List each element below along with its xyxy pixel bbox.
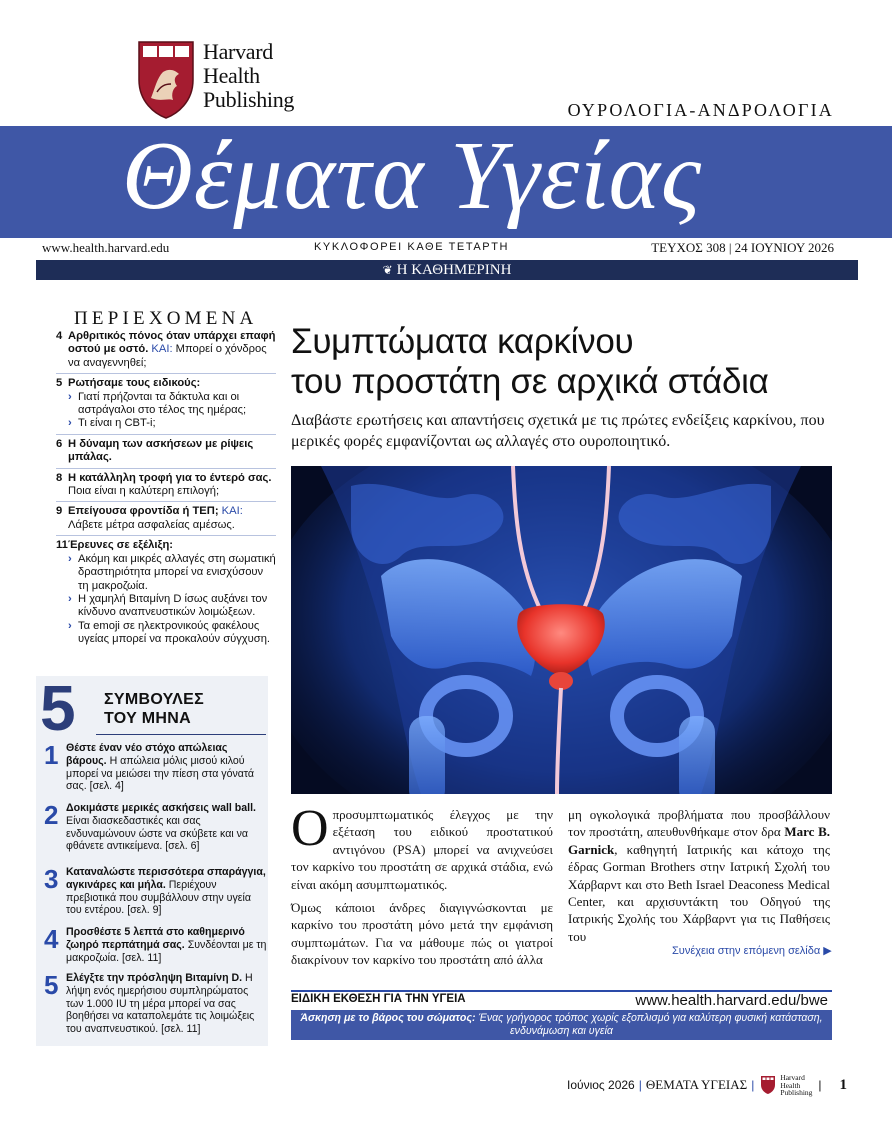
report-box-title: Άσκηση με το βάρος του σώματος: <box>300 1012 476 1024</box>
article-headline <box>291 322 851 402</box>
report-url[interactable]: www.health.harvard.edu/bwe <box>635 992 828 1009</box>
chevron-right-icon: › <box>68 619 72 632</box>
page-footer <box>567 1074 847 1097</box>
section-label: ΟΥΡΟΛΟΓΙΑ-ΑΝΔΡΟΛΟΓΙΑ <box>567 100 834 120</box>
tip-item <box>44 926 268 964</box>
toc-page: 11 <box>56 539 68 552</box>
contents-heading: ΠΕΡΙΕΧΟΜΕΝΑ <box>74 308 258 329</box>
tip-number: 2 <box>44 800 59 830</box>
toc-accent: ΚΑΙ: <box>151 343 173 356</box>
tip-title: Ελέγξτε την πρόσληψη Βιταμίνη D. <box>66 972 243 984</box>
headline-line-1: Συμπτώματα καρκίνου <box>291 322 634 361</box>
tip-text: Η απώλεια μόλις μισού κιλού μπορεί να μειώσει την πίεση στα γόνατά σας. [σελ. 4] <box>66 754 255 793</box>
footer-separator: | <box>638 1078 642 1093</box>
toc-item[interactable] <box>56 330 276 374</box>
article-column-2 <box>568 806 830 951</box>
table-of-contents <box>56 330 276 653</box>
toc-text: Λάβετε μέτρα ασφαλείας αμέσως. <box>68 518 235 531</box>
toc-item[interactable] <box>56 539 276 649</box>
tip-title: Καταναλώστε περισσότερα σπαράγγια, αγκινάρες και μήλα. <box>66 866 266 891</box>
toc-page: 5 <box>56 377 63 390</box>
issue-info: ΤΕΥΧΟΣ 308 | 24 ΙΟΥΝΙΟΥ 2026 <box>651 240 834 255</box>
toc-text: Μπορεί ο χόνδρος να αναγεννηθεί; <box>68 343 267 369</box>
harvard-shield-icon <box>137 40 195 120</box>
toc-title: Η δύναμη των ασκήσεων με ρίψεις μπάλας. <box>68 437 254 464</box>
toc-page: 4 <box>56 330 63 342</box>
footer-brand <box>780 1074 812 1097</box>
footer-separator: | <box>818 1078 822 1093</box>
continue-link[interactable]: Συνέχεια στην επόμενη σελίδα ▶ <box>672 945 832 957</box>
tip-title: Δοκιμάστε μερικές ασκήσεις wall ball. <box>66 802 256 814</box>
publisher-bar <box>36 260 858 280</box>
article-text: μη ογκολογικά προβλήματα που προσβάλλουν τον προστάτη, απευθυνθήκαμε στον δρα <box>568 807 830 840</box>
brand-line-3: Publishing <box>203 87 295 112</box>
toc-item[interactable] <box>56 377 276 435</box>
harvard-health-logo <box>137 40 294 120</box>
tip-item <box>44 802 268 853</box>
tip-title: Θέστε έναν νέο στόχο απώλειας βάρους. <box>66 742 228 767</box>
article-deck: Διαβάστε ερωτήσεις και απαντήσεις σχετικά με τις πρώτες ενδείξεις καρκίνου, που μερικές φορές εμφανίζονται ως αλλαγές στο ουροποιητικό. <box>291 412 825 450</box>
footer-brand-line-3: Publishing <box>780 1088 813 1097</box>
expert-name: Marc B. Garnick <box>568 824 831 857</box>
tip-item <box>44 866 268 917</box>
page-number: 1 <box>839 1076 848 1093</box>
toc-title: Έρευνες σε εξέλιξη: <box>68 539 174 552</box>
toc-item[interactable] <box>56 472 276 503</box>
article-paragraph: Όμως κάποιοι άνδρες διαγιγνώσκονται με καρκίνο του προστάτη μόνο μετά την εμφάνιση συμπτωμάτων. Για να μάθουμε πώς οι γιατροί διακρίνουν τον καρκίνο του προστάτη από άλλα <box>291 900 553 968</box>
toc-item[interactable] <box>56 438 276 469</box>
masthead-banner <box>0 126 892 238</box>
tip-number: 4 <box>44 924 59 954</box>
chevron-right-icon: › <box>68 552 72 565</box>
prostate-illustration <box>291 466 832 794</box>
monthly-tips-box <box>36 672 268 1046</box>
article-column-1 <box>291 800 553 975</box>
toc-page: 8 <box>56 471 63 484</box>
toc-page: 6 <box>56 437 63 450</box>
toc-subitem: Γιατί πρήζονται τα δάκτυλα και οι αστράγαλοι στο τέλος της ημέρας; <box>78 390 247 417</box>
footer-date: Ιούνιος 2026 <box>567 1078 635 1093</box>
footer-brand-line-1: Harvard <box>780 1073 805 1082</box>
toc-title: Ρωτήσαμε τους ειδικούς: <box>68 377 201 390</box>
toc-item[interactable] <box>56 505 276 536</box>
toc-title: Αρθριτικός πόνος όταν υπάρχει επαφή οστού με οστό. <box>68 330 276 356</box>
toc-subitem: Ακόμη και μικρές αλλαγές στη σωματική δραστηριότητα μπορεί να ενισχύσουν τη μακροζωία. <box>78 552 276 592</box>
toc-subitem: Τα emoji σε ηλεκτρονικούς φακέλους υγείας μπορεί να προκαλούν σύγχυση. <box>78 619 271 646</box>
chevron-right-icon: › <box>68 592 72 605</box>
article-text: , καθηγητή Ιατρικής και κάτοχο της έδρας Gorman Brothers στην Ιατρική Σχολή του Χάρβαρντ και στο Beth Israel Deaconess Medical Center, και αρχισυντάκτη του Οδηγού της Ιατρικής Σχολής του Χάρβαρντ για τις Παθήσεις του <box>568 841 830 944</box>
tip-text: Συνδέονται με τη μακροζωία. [σελ. 11] <box>66 938 267 964</box>
chevron-right-icon: › <box>68 390 72 403</box>
website-url[interactable]: www.health.harvard.edu <box>42 240 170 255</box>
toc-page: 9 <box>56 505 63 518</box>
headline-line-2: του προστάτη σε αρχικά στάδια <box>291 362 769 401</box>
tips-title-line-2: ΤΟΥ ΜΗΝΑ <box>104 710 191 727</box>
drop-cap: Ο <box>291 800 329 857</box>
toc-subitem: Τι είναι η CBT-i; <box>78 417 156 430</box>
tips-big-number: 5 <box>40 672 76 744</box>
brand-line-1: Harvard <box>203 39 273 64</box>
tip-text: Είναι διασκεδαστικές και σας ενδυναμώνουν ώστε να σκύβετε και να φθάνετε αντικείμενα. [σελ. 6] <box>66 814 249 853</box>
tip-item <box>44 972 268 1036</box>
toc-accent: ΚΑΙ: <box>221 505 243 518</box>
pelvis-illustration-icon <box>291 466 832 794</box>
toc-subitem: Η χαμηλή Βιταμίνη D ίσως αυξάνει τον κίνδυνο αναπνευστικών λοιμώξεων. <box>78 592 268 619</box>
report-label: ΕΙΔΙΚΗ ΕΚΘΕΣΗ ΓΙΑ ΤΗΝ ΥΓΕΙΑ <box>291 993 466 1005</box>
tips-divider <box>96 734 266 735</box>
special-report-bar <box>291 990 832 1009</box>
tip-item <box>44 742 268 793</box>
footer-separator: | <box>751 1078 755 1093</box>
toc-text: Ποια είναι η καλύτερη επιλογή; <box>68 485 220 498</box>
brand-line-2: Health <box>203 63 260 88</box>
masthead-subbar <box>0 238 892 260</box>
weekly-note: ΚΥΚΛΟΦΟΡΕΙ ΚΑΘΕ ΤΕΤΑΡΤΗ <box>314 241 510 253</box>
article-paragraph: προσυμπτωματικός έλεγχος με την εξέταση του ειδικού προστατικού αντιγόνου (PSA) μπορεί να ανιχνεύσει τον καρκίνο του προστάτη σε αρχικά στάδια, ενώ είναι ακόμη ασυμπτωματικός. <box>291 807 553 892</box>
report-box[interactable] <box>291 1010 832 1040</box>
tips-title-line-1: ΣΥΜΒΟΥΛΕΣ <box>104 691 205 708</box>
bird-emblem-icon: ❦ <box>382 263 393 277</box>
tip-number: 3 <box>44 864 59 894</box>
toc-title: Η κατάλληλη τροφή για το έντερό σας. <box>68 471 272 484</box>
tip-text: Περιέχουν πρεβιοτικά που συμβάλλουν στην υγεία του εντέρου. [σελ. 9] <box>66 878 251 917</box>
tip-title: Προσθέστε 5 λεπτά στο καθημερινό ζωηρό περπάτημά σας. <box>66 926 245 951</box>
tip-number: 1 <box>44 740 59 770</box>
report-box-text: Ένας γρήγορος τρόπος χωρίς εξοπλισμό για καλύτερη φυσική κατάσταση, ενδυνάμωση και υγεία <box>478 1012 823 1037</box>
toc-title: Επείγουσα φροντίδα ή ΤΕΠ; <box>68 505 219 518</box>
footer-brand-line-2: Health <box>780 1080 801 1090</box>
harvard-shield-icon <box>760 1075 776 1095</box>
tip-number: 5 <box>44 970 59 1000</box>
masthead-title: Θέματα Υγείας <box>122 126 702 230</box>
footer-magazine: ΘΕΜΑΤΑ ΥΓΕΙΑΣ <box>645 1077 748 1093</box>
publisher-name: Η ΚΑΘΗΜΕΡΙΝΗ <box>396 262 512 278</box>
chevron-right-icon: › <box>68 417 72 430</box>
tip-text: Η λήψη ενός ημερήσιου συμπληρώματος των 1.000 IU τη μέρα μπορεί να σας βοηθήσει να καταπολεμάτε τις λοιμώξεις του αναπνευστικού. [σελ. 11] <box>66 972 255 1036</box>
